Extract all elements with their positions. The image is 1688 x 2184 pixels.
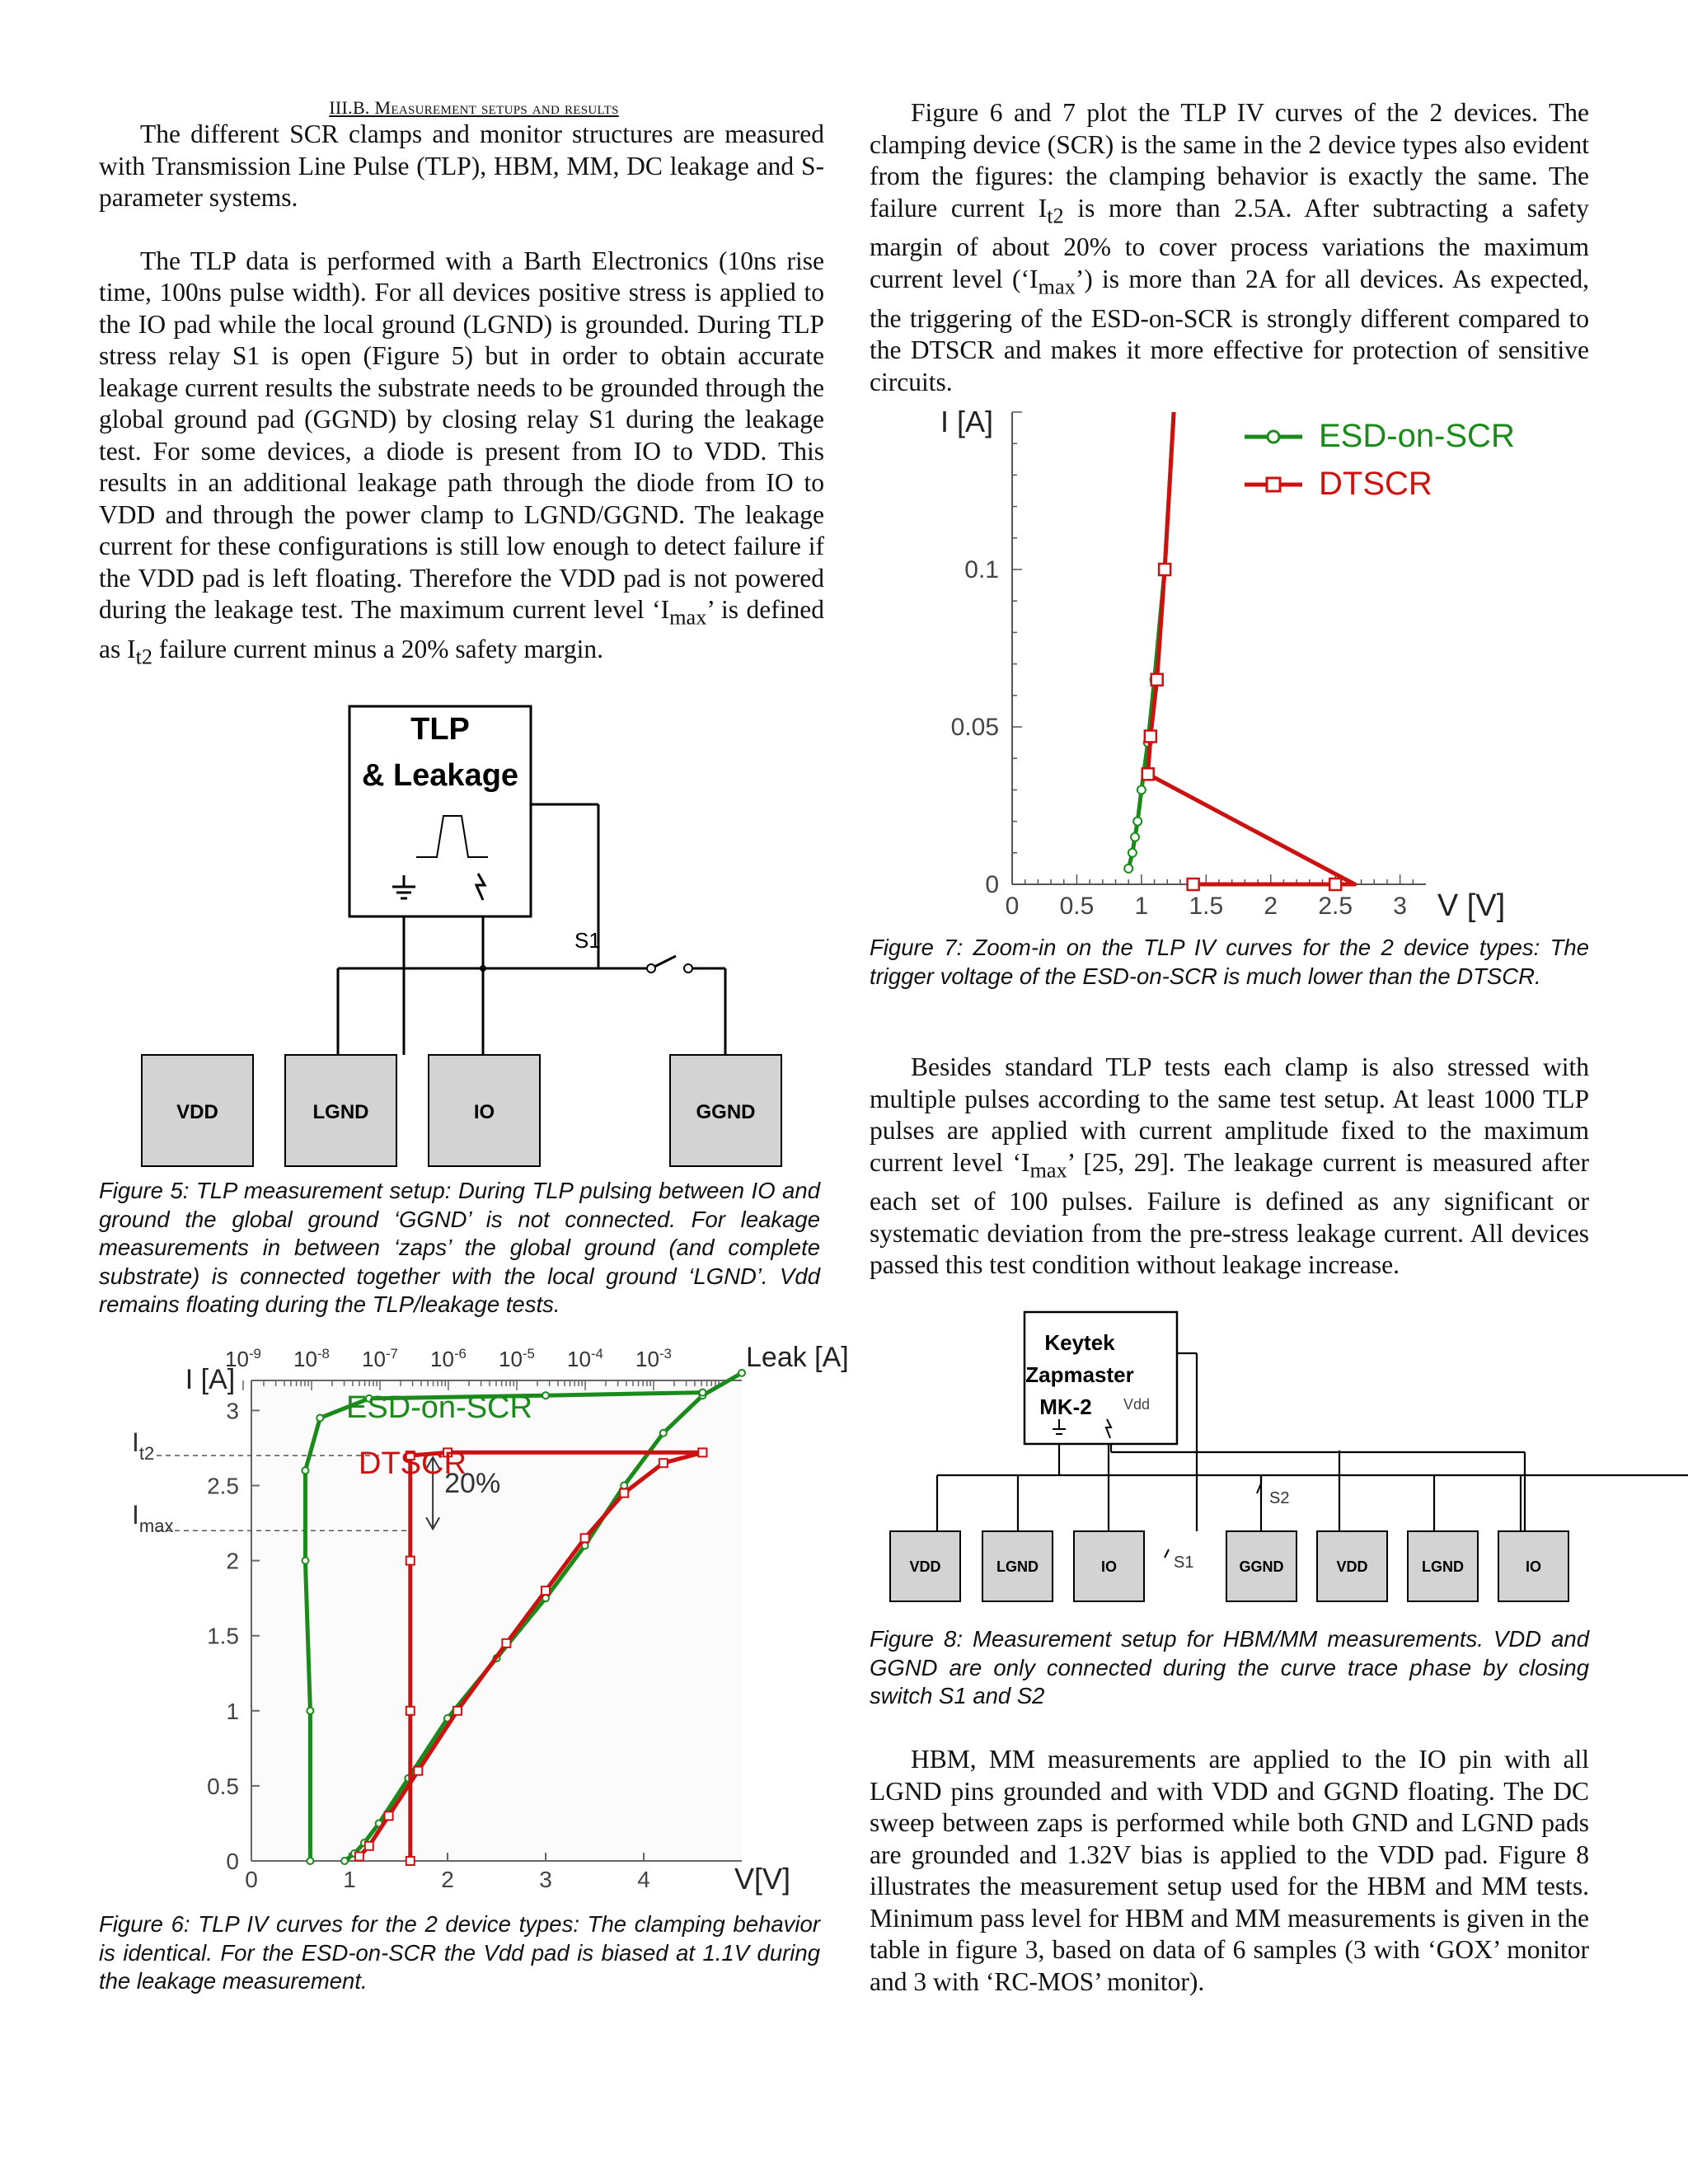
zapmaster-title-2: Zapmaster: [1025, 1362, 1134, 1387]
fig6-point: [406, 1557, 415, 1565]
fig6-top-tick-label: $10^{-4}$: [567, 1346, 603, 1371]
svg-text:VDD: VDD: [909, 1558, 941, 1575]
fig8-pad-lgnd-2: [1408, 1531, 1478, 1601]
it2-subscript: t2: [135, 644, 153, 669]
fig7-point: [1151, 674, 1163, 686]
fig6-point: [406, 1857, 415, 1865]
pad-ggnd: [670, 1055, 781, 1166]
figure-8-diagram: [890, 1310, 1578, 1607]
junction-dot: [480, 965, 486, 972]
section-heading: III.B. Measurement setups and results: [329, 97, 619, 118]
svg-text:GGND: GGND: [696, 1101, 756, 1123]
fig6-point: [355, 1853, 363, 1861]
fig8-pad-vdd: [890, 1531, 960, 1601]
fig6-point: [502, 1639, 510, 1647]
fig6-legend-esd: ESD-on-SCR: [346, 1390, 532, 1425]
figure-7-caption: Figure 7: Zoom-in on the TLP IV curves for the 2 device types: The trigger voltage of the ESD-on-SCR is much lower than the DTSCR.: [870, 935, 1589, 989]
fig6-top-tick-label: $10^{-5}$: [499, 1346, 535, 1371]
figure-7-chart: [923, 394, 1582, 930]
fig7-x-tick-label: 0: [1005, 893, 1020, 920]
fig7-point: [1131, 833, 1139, 841]
fig8-pad-lgnd: [982, 1531, 1053, 1601]
pad-lgnd: [285, 1055, 396, 1166]
fig6-point: [341, 1858, 348, 1864]
fig7-y-axis-title: I [A]: [940, 405, 994, 438]
fig7-y-tick-label: 0: [985, 871, 999, 898]
fig6-point: [659, 1459, 668, 1467]
svg-text:IO: IO: [473, 1101, 495, 1123]
fig7-legend-esd-label: ESD-on-SCR: [1319, 418, 1515, 454]
paragraph-2-text-b: ’ is defined as I: [99, 595, 824, 663]
fig7-x-tick-label: 1.5: [1189, 893, 1224, 920]
zapmaster-title-3: MK-2: [1039, 1394, 1092, 1419]
fig6-imax-label: $I_{max}$: [132, 1500, 174, 1537]
fig6-point: [542, 1586, 550, 1595]
fig6-point: [406, 1707, 415, 1715]
fig7-point: [1159, 564, 1170, 575]
fig7-point: [1142, 768, 1154, 780]
fig6-point: [365, 1842, 373, 1850]
fig8-pad-io: [1074, 1531, 1144, 1601]
fig7-x-tick-label: 2: [1264, 893, 1278, 920]
fig8-pad-vdd-2: [1317, 1531, 1387, 1601]
switch-s1: [1165, 1549, 1169, 1558]
fig6-point: [307, 1858, 313, 1864]
fig7-x-tick-label: 1: [1134, 893, 1149, 920]
tlp-box-title-1: TLP: [410, 712, 470, 747]
figure-6-caption: Figure 6: TLP IV curves for the 2 device types: The clamping behavior is identical. For the ESD-on-SCR the Vdd pad is biased at 1.1V during the leakage measurement.: [99, 1911, 820, 1994]
fig7-x-tick-label: 2.5: [1318, 893, 1353, 920]
fig7-y-tick-label: 0.1: [964, 556, 999, 583]
fig6-x-tick-label: 4: [637, 1867, 650, 1892]
fig6-y-tick-label: 3: [226, 1398, 239, 1424]
fig6-point: [621, 1483, 627, 1489]
fig7-x-axis-title: V [V]: [1437, 888, 1506, 923]
fig6-margin-label: 20%: [444, 1468, 501, 1500]
fig6-point: [738, 1370, 745, 1376]
pad-io: [429, 1055, 540, 1166]
fig8-pad-io-2: [1498, 1531, 1568, 1601]
fig7-point: [1137, 785, 1146, 794]
paragraph-4-text-b: ’ [25, 29]. The leakage current is measured after each set of 100 pulses. Failure is defined as any significant or systematic deviation from the pre-stress leakage current. All devices passed this test condition without leakage increase.: [870, 1147, 1589, 1280]
fig6-point: [302, 1558, 308, 1564]
paragraph-2-text-c: failure current minus a 20% safety margin.: [152, 634, 604, 663]
figure-6-chart: [124, 1335, 849, 1896]
fig6-top-tick-label: $10^{-9}$: [225, 1346, 261, 1371]
paragraph-4: [870, 1052, 1589, 1282]
fig6-x-tick-label: 0: [245, 1867, 258, 1892]
switch-contact-a: [647, 964, 655, 972]
imax-subscript-2: max: [1038, 274, 1076, 299]
fig6-y-tick-label: 2: [226, 1548, 239, 1574]
fig6-it2-label: $I_{t2}$: [132, 1427, 155, 1465]
left-column: [99, 97, 824, 673]
fig7-legend-dtscr-marker: [1267, 478, 1280, 491]
fig6-y-tick-label: 1.5: [207, 1623, 239, 1649]
fig6-point: [414, 1767, 422, 1775]
svg-text:IO: IO: [1100, 1558, 1118, 1575]
figure-5-caption: Figure 5: TLP measurement setup: During TLP pulsing between IO and ground the global ground ‘GGND’ is not connected. For leakage measurements in between ‘zaps’ the global ground (and complete substrate) is connected together with the local ground ‘LGND’. Vdd remains floating during the TLP/leakage tests.: [99, 1178, 820, 1317]
svg-text:LGND: LGND: [996, 1558, 1039, 1575]
fig7-point: [1188, 879, 1199, 890]
fig6-y-tick-label: 2.5: [207, 1473, 239, 1499]
paragraph-2-text-a: The TLP data is performed with a Barth Electronics (10ns rise time, 100ns pulse width). For all devices positive stress is applied to the IO pad while the local ground (LGND) is grounded. During TLP stress relay S1 is open (Figure 5) but in order to obtain accurate leakage current results the substrate needs to be grounded through the global ground pad (GGND) by closing relay S1 during the leakage test. For some devices, a diode is present from IO to VDD. This results in an additional leakage path through the diode from IO to VDD and through the power clamp to LGND/GGND. The leakage current for these configurations is still low enough to detect failure if the VDD pad is left floating. Therefore the VDD pad is not powered during the leakage test. The maximum current level ‘I: [99, 246, 824, 624]
fig7-legend-dtscr-label: DTSCR: [1319, 466, 1432, 502]
switch-contact-b: [684, 964, 692, 972]
svg-text:VDD: VDD: [176, 1101, 218, 1123]
fig7-y-tick-label: 0.05: [950, 714, 999, 741]
tlp-box-title-2: & Leakage: [361, 758, 519, 793]
fig6-y-axis-title: I [A]: [185, 1364, 236, 1395]
fig7-point: [1128, 849, 1137, 857]
s2-label: S2: [1269, 1489, 1290, 1507]
fig7-point: [1329, 879, 1341, 890]
svg-text:LGND: LGND: [312, 1101, 369, 1123]
fig6-y-tick-label: 0.5: [207, 1773, 239, 1799]
paragraph-4-text-a: Besides standard TLP tests each clamp is also stressed with multiple pulses according to the same test setup. At least 1000 TLP pulses are applied with current amplitude fixed to the maximum current level ‘I: [870, 1052, 1589, 1177]
pad-vdd: [142, 1055, 253, 1166]
fig6-top-tick-label: $10^{-8}$: [293, 1346, 330, 1371]
fig7-point: [1124, 865, 1132, 873]
fig6-point: [698, 1448, 706, 1456]
svg-text:IO: IO: [1525, 1558, 1542, 1575]
fig6-top-tick-label: $10^{-7}$: [362, 1346, 398, 1371]
zapmaster-vdd-label: Vdd: [1123, 1396, 1151, 1413]
fig6-point: [581, 1534, 589, 1542]
fig6-point: [660, 1430, 667, 1436]
fig6-top-axis-title: Leak [A]: [746, 1342, 849, 1373]
fig6-y-tick-label: 0: [226, 1849, 239, 1874]
fig6-x-tick-label: 1: [343, 1867, 356, 1892]
paragraph-5: HBM, MM measurements are applied to the IO pin with all LGND pins grounded and with VDD and GGND floating. The DC sweep between zaps is performed while both GND and LGND pads are grounded and 1.32V bias is applied to the VDD pad. Figure 8 illustrates the measurement setup used for the HBM and MM tests. Minimum pass level for HBM and MM measurements is given in the table in figure 3, based on data of 6 samples (3 with ‘GOX’ monitor and 3 with ‘RC-MOS’ monitor).: [870, 1745, 1589, 1996]
s1-label: S1: [574, 928, 601, 953]
imax-subscript-3: max: [1029, 1157, 1067, 1182]
fig6-x-tick-label: 3: [539, 1867, 552, 1892]
fig6-legend-dtscr: DTSCR: [359, 1446, 467, 1481]
fig6-x-axis-title: V[V]: [734, 1862, 791, 1896]
s1-label-fig8: S1: [1174, 1554, 1194, 1572]
fig6-point: [302, 1467, 308, 1474]
fig6-top-tick-label: $10^{-6}$: [430, 1346, 467, 1371]
fig7-point: [1133, 818, 1142, 826]
paragraph-2: [99, 246, 824, 673]
svg-text:LGND: LGND: [1422, 1558, 1464, 1575]
right-column: [870, 97, 1589, 398]
it2-subscript-2: t2: [1047, 203, 1064, 227]
fig6-point: [385, 1811, 393, 1820]
figure-8-caption: Figure 8: Measurement setup for HBM/MM measurements. VDD and GGND are only connected during the curve trace phase by closing switch S1 and S2: [870, 1626, 1589, 1708]
imax-subscript: max: [669, 605, 707, 630]
fig7-x-tick-label: 3: [1393, 893, 1407, 920]
fig6-point: [699, 1390, 706, 1396]
fig8-pad-ggnd: [1226, 1531, 1296, 1601]
fig7-legend-esd-marker: [1268, 431, 1279, 443]
fig6-point: [307, 1708, 313, 1714]
fig6-point: [542, 1392, 549, 1399]
fig6-x-tick-label: 2: [441, 1867, 454, 1892]
figure-5-diagram: [132, 701, 775, 1170]
fig7-series-line: [1128, 412, 1174, 869]
zapmaster-title-1: Keytek: [1044, 1330, 1115, 1355]
fig6-point: [453, 1707, 462, 1715]
fig6-point: [316, 1415, 323, 1422]
fig6-top-tick-label: $10^{-3}$: [635, 1346, 672, 1371]
fig7-x-tick-label: 0.5: [1059, 893, 1095, 920]
paragraph-3-text-a: Figure 6 and 7 plot the TLP IV curves of the 2 devices. The clamping device (SCR) is the same in the 2 device types also evident from the figures: the clamping behavior is exactly the same. The failure current I: [870, 98, 1589, 223]
paragraph-1: The different SCR clamps and monitor structures are measured with Transmission Line Pulse (TLP), HBM, MM, DC leakage and S-parameter systems.: [99, 120, 824, 212]
paragraph-3-text-b: is more than 2.5A. After subtracting a safety margin of about 20% to cover process variations the maximum current level (‘I: [870, 193, 1589, 293]
svg-text:VDD: VDD: [1336, 1558, 1368, 1575]
fig6-point: [620, 1489, 628, 1497]
svg-text:GGND: GGND: [1239, 1558, 1284, 1575]
fig7-point: [1145, 730, 1156, 742]
paragraph-3: [870, 97, 1589, 398]
fig6-y-tick-label: 1: [226, 1698, 239, 1724]
paragraph-3-text-c: ’) is more than 2A for all devices. As expected, the triggering of the ESD-on-SCR is strongly different compared to the DTSCR and makes it more effective for protection of sensitive circuits.: [870, 264, 1589, 396]
